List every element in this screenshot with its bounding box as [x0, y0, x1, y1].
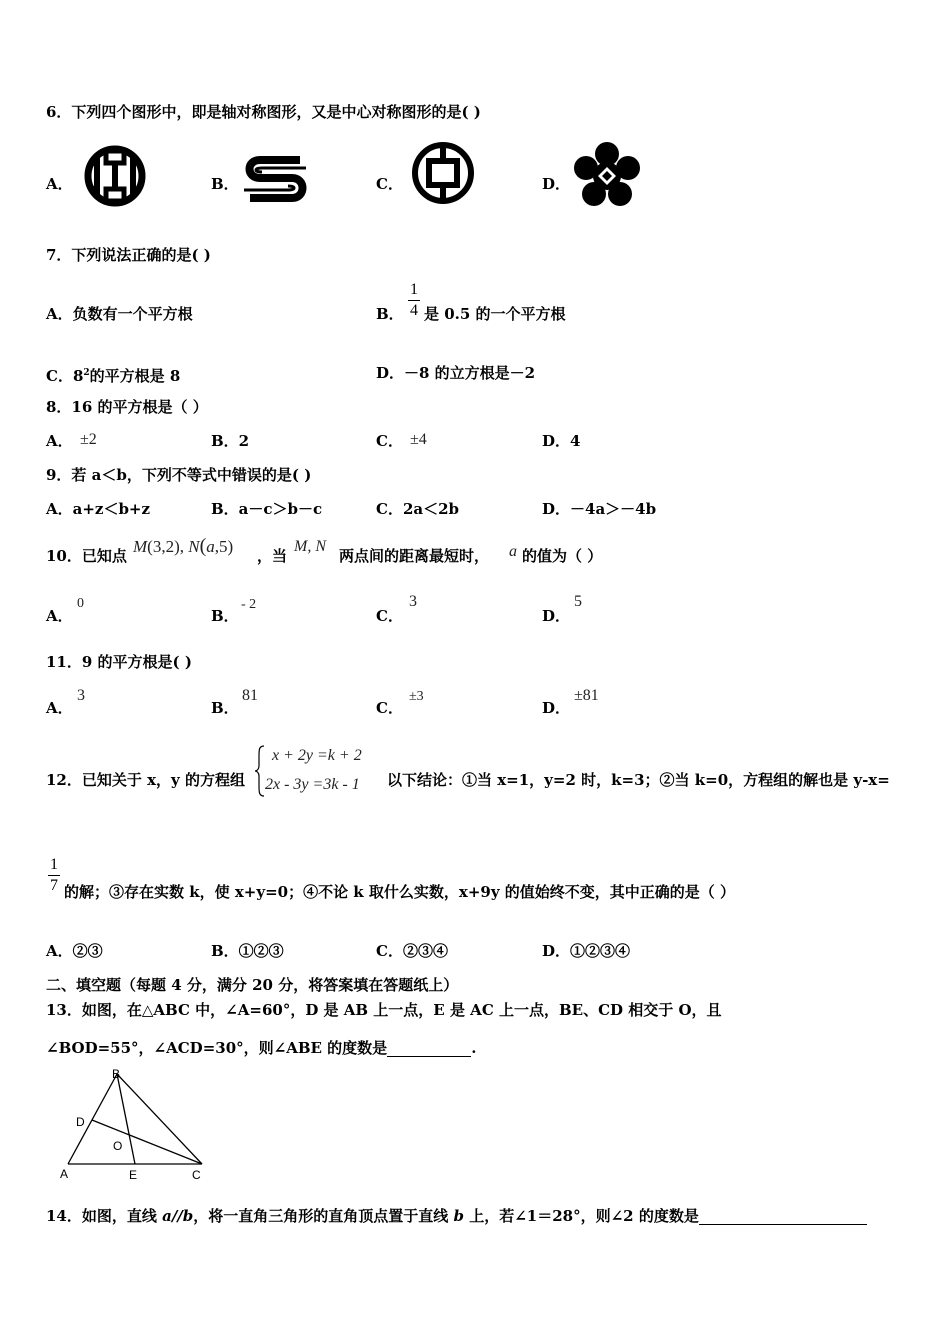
q7-option-d: D．－8 的立方根是－2	[376, 364, 536, 382]
q14-var-b: b	[453, 1207, 465, 1225]
q11-option-d: D．	[542, 699, 571, 717]
q12-frac-num: 1	[50, 856, 58, 873]
q14-text-a: 14．如图，直线	[46, 1207, 163, 1225]
q13-label-d: D	[76, 1115, 85, 1129]
q6-option-c: C．	[376, 175, 403, 193]
q6-stem: 6．下列四个图形中，即是轴对称图形，又是中心对称图形的是( )	[46, 103, 481, 121]
q12-frac-den: 7	[50, 877, 58, 894]
q7-frac-num: 1	[410, 281, 418, 298]
flower-logo-icon	[572, 140, 642, 208]
q12-option-b: B．①②③	[211, 942, 284, 960]
q13-label-b: B	[112, 1067, 121, 1081]
q10-point-n-var: a	[206, 537, 215, 556]
q12-eq1: x + 2y =k + 2	[272, 747, 362, 764]
q10-option-b: B．	[211, 607, 239, 625]
coin-logo-icon	[408, 140, 478, 206]
q13-line1: 13．如图，在△ABC 中，∠A=60°，D 是 AB 上一点，E 是 AC 上一点，BE、CD 相交于 O，且	[46, 1001, 722, 1019]
q10-tail1: 两点间的距离最短时，	[339, 547, 490, 565]
q10-point-n: N	[188, 537, 200, 556]
q11-option-b: B．	[211, 699, 239, 717]
q7-option-c-label: C．8	[46, 367, 84, 385]
q7-option-b-fraction	[408, 282, 420, 319]
q10-point-m-coords: (3,2),	[147, 537, 189, 556]
q10-mn: M, N	[294, 538, 326, 555]
q8-option-b: B．2	[211, 432, 250, 450]
q7-option-a: A．负数有一个平方根	[46, 305, 193, 323]
q14-text-c: 上，若∠1＝28°，则∠2 的度数是	[464, 1207, 699, 1225]
q10-lead: 10．已知点	[46, 547, 127, 565]
q10-mid: ，当	[257, 547, 288, 565]
q10-option-a-value: 0	[77, 596, 84, 611]
q11-stem: 11．9 的平方根是( )	[46, 653, 192, 671]
q11-option-b-value: 81	[242, 687, 258, 704]
q8-option-c: C．	[376, 432, 403, 450]
q10-points	[133, 537, 233, 556]
q12-lead: 12．已知关于 x，y 的方程组	[46, 771, 245, 789]
q9-stem: 9．若 a＜b，下列不等式中错误的是( )	[46, 466, 312, 484]
bank-logo-icon	[82, 143, 148, 209]
q13-line2-end: .	[471, 1039, 477, 1057]
q10-option-d-value: 5	[574, 593, 582, 610]
q10-point-m: M	[133, 537, 148, 556]
q14-text-b: ，将一直角三角形的直角顶点置于直线	[193, 1207, 454, 1225]
q12-option-c: C．②③④	[376, 942, 448, 960]
q13-label-c: C	[192, 1168, 201, 1182]
q8-option-c-value: ±4	[410, 431, 427, 448]
q14-answer-blank[interactable]	[699, 1224, 867, 1225]
q7-option-c	[46, 364, 180, 385]
q13-triangle-figure	[56, 1066, 216, 1186]
q9-option-b: B．a－c＞b－c	[211, 500, 323, 518]
q11-option-a: A．	[46, 699, 73, 717]
q9-option-c: C．2a＜2b	[376, 500, 460, 518]
q7-option-b-label: B．	[376, 305, 404, 323]
q6-option-d: D．	[542, 175, 571, 193]
q11-option-c-value: ±3	[409, 689, 424, 704]
q14-text	[46, 1207, 867, 1225]
q9-option-a: A．a+z＜b+z	[46, 500, 151, 518]
q10-option-c: C．	[376, 607, 403, 625]
q12-eq2: 2x - 3y =3k - 1	[265, 776, 360, 793]
q13-answer-blank[interactable]	[387, 1056, 471, 1057]
q13-label-e: E	[129, 1168, 138, 1182]
q10-tail2: 的值为（ ）	[522, 547, 603, 565]
q13-label-o: O	[113, 1139, 123, 1153]
q12-option-a: A．②③	[46, 942, 103, 960]
q7-option-c-sup: 2	[83, 368, 90, 378]
q13-line2-text: ∠BOD=55°，∠ACD=30°，则∠ABE 的度数是	[46, 1039, 388, 1057]
s-logo-icon	[240, 152, 312, 206]
q14-var-ab: a//b	[162, 1207, 194, 1225]
q10-option-b-value: - 2	[241, 597, 257, 612]
q10-option-d: D．	[542, 607, 571, 625]
q7-option-b-text: 是 0.5 的一个平方根	[424, 305, 566, 323]
q12-line2: 的解；③存在实数 k，使 x+y=0；④不论 k 取什么实数，x+9y 的值始终不变，其中正确的是（ ）	[64, 883, 736, 901]
q11-option-d-value: ±81	[574, 687, 599, 704]
q13-line2	[46, 1039, 476, 1057]
q10-point-n-coords: ,5)	[214, 537, 234, 556]
q8-stem: 8．16 的平方根是（ ）	[46, 398, 208, 416]
q11-option-a-value: 3	[77, 687, 85, 704]
q6-option-b: B．	[211, 175, 239, 193]
q10-option-c-value: 3	[409, 593, 417, 610]
q12-option-d: D．①②③④	[542, 942, 631, 960]
q6-option-a: A．	[46, 175, 73, 193]
section-2-title: 二、填空题（每题 4 分，满分 20 分，将答案填在答题纸上）	[46, 976, 459, 994]
q10-var-a: a	[509, 543, 517, 560]
q8-option-a-value: ±2	[80, 431, 97, 448]
q11-option-c: C．	[376, 699, 403, 717]
q10-option-a: A．	[46, 607, 73, 625]
q12-conclusions: 以下结论：①当 x=1，y=2 时，k=3；②当 k=0，方程组的解也是 y-x=	[387, 771, 890, 789]
q10-paren-open: (	[199, 535, 207, 557]
q9-option-d: D．－4a＞－4b	[542, 500, 657, 518]
q8-option-d: D．4	[542, 432, 581, 450]
q8-option-a: A．	[46, 432, 73, 450]
q7-stem: 7．下列说法正确的是( )	[46, 246, 211, 264]
q7-frac-den: 4	[410, 302, 418, 319]
q12-fraction	[48, 857, 60, 894]
q13-label-a: A	[60, 1167, 69, 1181]
q7-option-c-text: 的平方根是 8	[89, 367, 181, 385]
